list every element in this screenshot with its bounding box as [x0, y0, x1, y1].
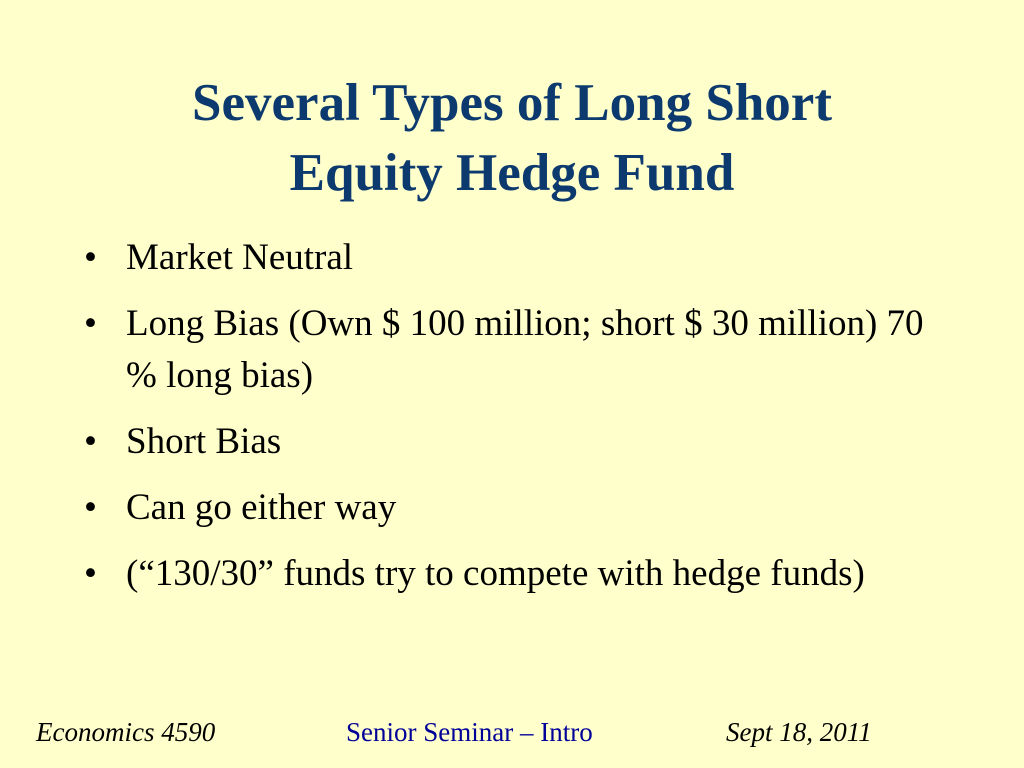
bullet-item	[84, 416, 944, 468]
bullet-icon: •	[84, 303, 97, 344]
slide-title-line-1: Several Types of Long Short	[192, 74, 832, 132]
slide-title-line-2: Equity Hedge Fund	[289, 144, 735, 202]
bullet-icon: •	[84, 487, 97, 528]
footer-seminar: Senior Seminar – Intro	[346, 717, 593, 747]
footer-course: Economics 4590	[36, 717, 216, 747]
bullet-item	[84, 298, 944, 402]
bullet-text: Long Bias (Own $ 100 million; short $ 30 million) 70 % long bias)	[126, 303, 924, 396]
bullet-text: (“130/30” funds try to compete with hedge funds)	[126, 553, 865, 594]
bullet-icon: •	[84, 421, 97, 462]
bullet-icon: •	[84, 237, 97, 278]
slide-footer	[0, 712, 1024, 752]
bullet-text: Short Bias	[126, 421, 282, 462]
bullet-list	[84, 232, 944, 614]
bullet-icon: •	[84, 553, 97, 594]
bullet-text: Market Neutral	[126, 237, 354, 278]
bullet-item	[84, 232, 944, 284]
bullet-item	[84, 548, 944, 600]
footer-date: Sept 18, 2011	[726, 717, 872, 747]
slide-title	[60, 68, 964, 208]
bullet-item	[84, 482, 944, 534]
bullet-text: Can go either way	[126, 487, 397, 528]
